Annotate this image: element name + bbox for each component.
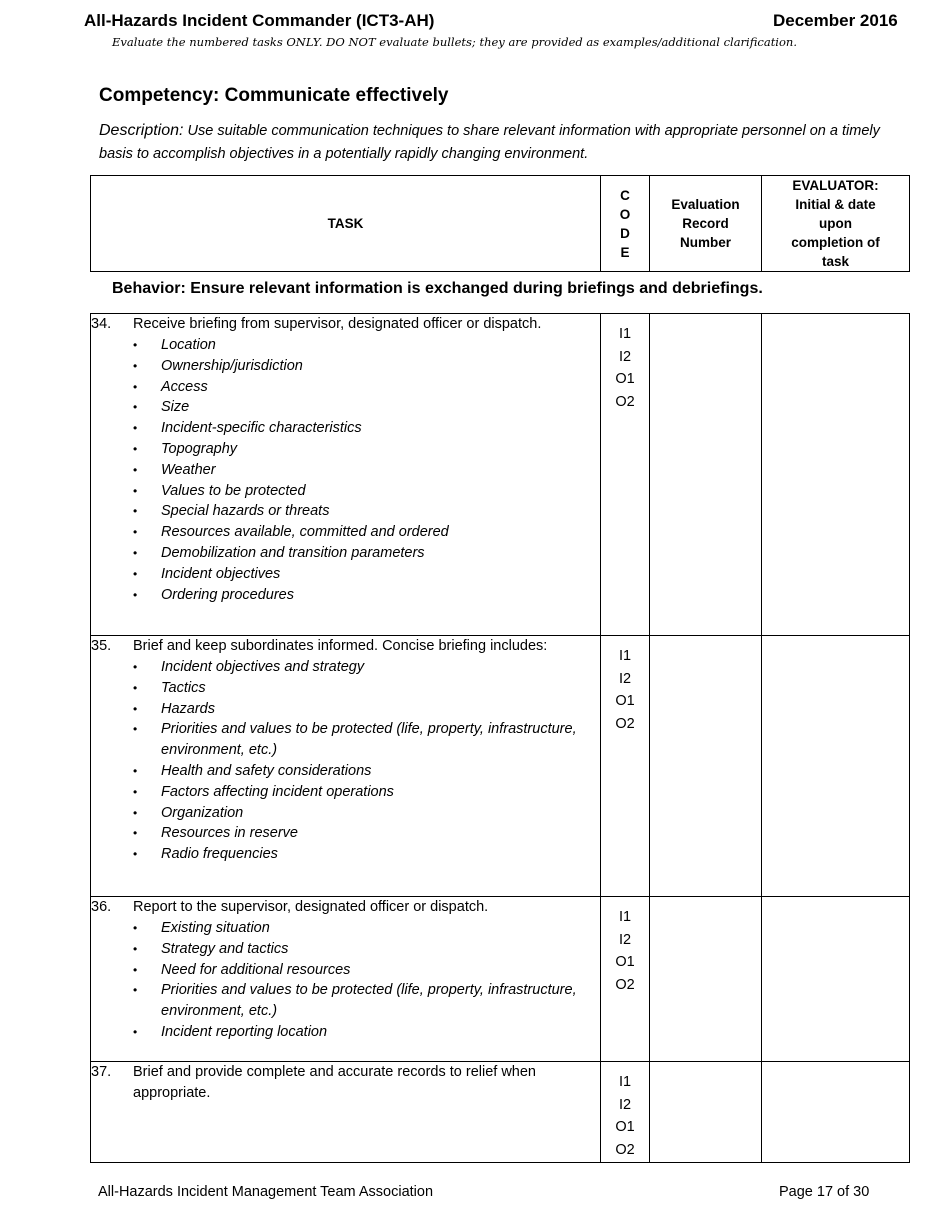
behavior-heading: Behavior: Ensure relevant information is exchanged during briefings and debriefings. bbox=[112, 280, 763, 297]
bullet-item: • Tactics bbox=[133, 678, 600, 699]
task-number: 37. bbox=[91, 1064, 112, 1080]
bullet-item: • Need for additional resources bbox=[133, 960, 600, 981]
footer-organization: All-Hazards Incident Management Team Association bbox=[98, 1184, 434, 1200]
task-number: 36. bbox=[91, 899, 112, 915]
code-cell bbox=[601, 897, 650, 1062]
header-line: upon bbox=[819, 216, 852, 231]
task-column-header: TASK bbox=[91, 176, 601, 272]
task-row bbox=[91, 314, 910, 636]
bullet-item: • Health and safety considerations bbox=[133, 761, 600, 782]
task-row bbox=[91, 636, 910, 897]
bullet-item: • Access bbox=[133, 377, 600, 398]
bullet-item: • Priorities and values to be protected (life, property, infrastructure, environment, etc.) bbox=[133, 980, 600, 1022]
task-text: Receive briefing from supervisor, designated officer or dispatch. bbox=[133, 316, 542, 332]
bullet-item: • Organization bbox=[133, 803, 600, 824]
bullet-item: • Size bbox=[133, 397, 600, 418]
description-label: Description: bbox=[99, 122, 184, 139]
code-value: I1 bbox=[618, 648, 632, 664]
document-date: December 2016 bbox=[773, 11, 898, 30]
code-value: O2 bbox=[615, 1142, 635, 1159]
competency-heading: Competency: Communicate effectively bbox=[99, 85, 449, 106]
task-number: 35. bbox=[91, 638, 112, 654]
code-value: O1 bbox=[615, 1119, 635, 1136]
evaluation-record-column-header bbox=[650, 176, 762, 272]
evaluator-signoff-cell[interactable] bbox=[762, 1062, 910, 1163]
evaluator-signoff-cell[interactable] bbox=[762, 897, 910, 1062]
bullet-item: • Existing situation bbox=[133, 918, 600, 939]
bullet-item: • Weather bbox=[133, 460, 600, 481]
bullet-item: • Incident objectives and strategy bbox=[133, 657, 600, 678]
evaluation-record-cell[interactable] bbox=[650, 314, 762, 636]
code-value: I1 bbox=[618, 1074, 632, 1090]
bullet-item: • Radio frequencies bbox=[133, 844, 600, 865]
task-cell bbox=[91, 1062, 601, 1163]
bullet-item: • Incident objectives bbox=[133, 564, 600, 585]
code-cell bbox=[601, 1062, 650, 1163]
task-text: Brief and provide complete and accurate records to relief when appropriate. bbox=[133, 1064, 536, 1101]
task-text: Report to the supervisor, designated officer or dispatch. bbox=[133, 899, 489, 915]
document-title: All-Hazards Incident Commander (ICT3-AH) bbox=[84, 11, 435, 30]
task-bullets bbox=[91, 918, 600, 1043]
code-column-header bbox=[601, 176, 650, 272]
code-cell bbox=[601, 314, 650, 636]
header-line: completion of bbox=[791, 235, 880, 250]
code-value: O1 bbox=[615, 954, 635, 971]
code-value: I2 bbox=[618, 1096, 632, 1113]
task-number: 34. bbox=[91, 316, 112, 332]
evaluation-note: Evaluate the numbered tasks ONLY. DO NOT evaluate bullets; they are provided as examples/additional clarification. bbox=[112, 35, 797, 49]
code-value: O2 bbox=[615, 394, 635, 411]
code-value: I1 bbox=[618, 909, 632, 925]
bullet-item: • Demobilization and transition parameters bbox=[133, 543, 600, 564]
task-bullets bbox=[91, 657, 600, 865]
bullet-item: • Ordering procedures bbox=[133, 585, 600, 606]
code-value: O1 bbox=[615, 371, 635, 388]
task-cell bbox=[91, 636, 601, 897]
header-line: Number bbox=[679, 235, 731, 250]
bullet-item: • Special hazards or threats bbox=[133, 501, 600, 522]
header-line: Evaluation bbox=[671, 197, 740, 212]
header-line: EVALUATOR: bbox=[792, 178, 879, 193]
task-table bbox=[90, 313, 910, 1163]
task-cell bbox=[91, 897, 601, 1062]
task-cell bbox=[91, 314, 601, 636]
code-value: O2 bbox=[615, 977, 635, 994]
code-value: O1 bbox=[615, 693, 635, 710]
evaluation-record-cell[interactable] bbox=[650, 897, 762, 1062]
code-letter: E bbox=[620, 244, 630, 260]
evaluator-column-header bbox=[762, 176, 910, 272]
header-line: Record bbox=[682, 216, 729, 231]
code-value: I2 bbox=[618, 931, 632, 948]
evaluation-record-cell[interactable] bbox=[650, 1062, 762, 1163]
bullet-item: • Strategy and tactics bbox=[133, 939, 600, 960]
code-letter: C bbox=[620, 187, 630, 203]
bullet-item: • Priorities and values to be protected (life, property, infrastructure, environment, etc.) bbox=[133, 719, 600, 761]
code-value: I2 bbox=[618, 348, 632, 365]
bullet-item: • Ownership/jurisdiction bbox=[133, 356, 600, 377]
evaluator-signoff-cell[interactable] bbox=[762, 314, 910, 636]
bullet-item: • Incident reporting location bbox=[133, 1022, 600, 1043]
code-value: I2 bbox=[618, 670, 632, 687]
evaluation-record-cell[interactable] bbox=[650, 636, 762, 897]
header-line: task bbox=[821, 254, 850, 269]
bullet-item: • Incident-specific characteristics bbox=[133, 418, 600, 439]
code-cell bbox=[601, 636, 650, 897]
bullet-item: • Values to be protected bbox=[133, 481, 600, 502]
bullet-item: • Hazards bbox=[133, 699, 600, 720]
code-value: I1 bbox=[618, 326, 632, 342]
bullet-item: • Resources in reserve bbox=[133, 823, 600, 844]
task-row bbox=[91, 897, 910, 1062]
bullet-item: • Resources available, committed and ordered bbox=[133, 522, 600, 543]
competency-description bbox=[99, 119, 899, 166]
code-value: O2 bbox=[615, 716, 635, 733]
task-text: Brief and keep subordinates informed. Concise briefing includes: bbox=[133, 638, 548, 654]
code-letter: O bbox=[619, 206, 631, 222]
bullet-item: • Topography bbox=[133, 439, 600, 460]
task-row bbox=[91, 1062, 910, 1163]
page-number: Page 17 of 30 bbox=[779, 1184, 870, 1200]
header-line: Initial & date bbox=[795, 197, 876, 212]
evaluator-signoff-cell[interactable] bbox=[762, 636, 910, 897]
bullet-item: • Location bbox=[133, 335, 600, 356]
description-text: Use suitable communication techniques to share relevant information with appropriate personnel on a timely basis to accomplish objectives in a potentially rapidly changing environment. bbox=[99, 123, 880, 162]
code-letter: D bbox=[620, 225, 630, 241]
task-table-header bbox=[90, 175, 910, 272]
bullet-item: • Factors affecting incident operations bbox=[133, 782, 600, 803]
task-bullets bbox=[91, 335, 600, 605]
